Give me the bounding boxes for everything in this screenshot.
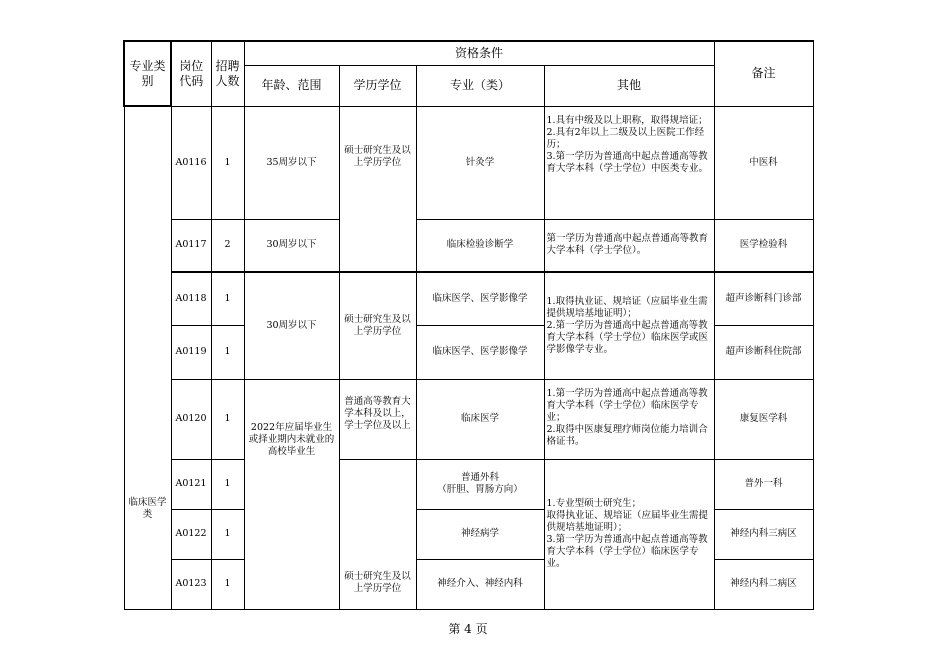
post-count: 1 — [211, 106, 244, 219]
age-cell: 2022年应届毕业生或择业期内未就业的高校毕业生 — [244, 379, 339, 609]
header-count: 招聘人数 — [211, 41, 244, 106]
remark-cell: 超声诊断科住院部 — [714, 325, 813, 379]
major-cell: 普通外科 （肝胆、胃肠方向） — [416, 459, 544, 509]
post-code: A0121 — [171, 459, 211, 509]
remark-cell: 超声诊断科门诊部 — [714, 272, 813, 325]
recruitment-table-sheet — [123, 40, 812, 610]
header-remarks: 备注 — [714, 41, 813, 106]
other-cell: 1.第一学历为普通高中起点普通高等教育大学本科（学士学位）临床医学专业； 2.取得中医康复理疗师岗位能力培训合格证书。 — [544, 379, 714, 459]
other-cell: 1.取得执业证、规培证（应届毕业生需提供规培基地证明）； 2.第一学历为普通高中起点普通高等教育大学本科（学士学位）临床医学或医学影像学专业。 — [544, 272, 714, 379]
post-count: 1 — [211, 272, 244, 325]
major-cell: 神经介入、神经内科 — [416, 559, 544, 609]
header-category: 专业类别 — [124, 41, 171, 106]
post-count: 1 — [211, 325, 244, 379]
major-cell: 针灸学 — [416, 106, 544, 219]
header-major: 专业（类） — [416, 65, 544, 106]
education-cell: 普通高等教育大学本科及以上，学士学位及以上 — [339, 379, 416, 459]
major-cell: 临床医学 — [416, 379, 544, 459]
remark-cell: 神经内科二病区 — [714, 559, 813, 609]
remark-cell: 中医科 — [714, 106, 813, 219]
post-count: 1 — [211, 559, 244, 609]
education-cell: 硕士研究生及以上学历学位 — [339, 272, 416, 379]
education-cell: 硕士研究生及以上学历学位 — [339, 106, 416, 272]
post-count: 2 — [211, 219, 244, 272]
post-code: A0123 — [171, 559, 211, 609]
major-cell: 临床医学、医学影像学 — [416, 325, 544, 379]
post-code: A0119 — [171, 325, 211, 379]
header-other: 其他 — [544, 65, 714, 106]
page-number: 第 4 页 — [448, 622, 488, 636]
post-count: 1 — [211, 379, 244, 459]
recruitment-table — [123, 40, 814, 610]
post-code: A0117 — [171, 219, 211, 272]
age-cell: 30周岁以下 — [244, 272, 339, 379]
header-qualifications: 资格条件 — [244, 41, 714, 65]
age-cell: 35周岁以下 — [244, 106, 339, 219]
post-code: A0118 — [171, 272, 211, 325]
remark-cell: 神经内科三病区 — [714, 509, 813, 559]
remark-cell: 普外一科 — [714, 459, 813, 509]
major-cell: 神经病学 — [416, 509, 544, 559]
other-cell: 第一学历为普通高中起点普通高等教育大学本科（学士学位）。 — [544, 219, 714, 272]
category-cell: 临床医学类 — [124, 106, 171, 609]
remark-cell: 康复医学科 — [714, 379, 813, 459]
post-count: 1 — [211, 459, 244, 509]
education-cell: 硕士研究生及以上学历学位 — [339, 459, 416, 609]
other-cell: 1.专业型硕士研究生； 取得执业证、规培证（应届毕业生需提供规培基地证明）； 3.第一学历为普通高中起点普通高等教育大学本科（学士学位）临床医学专业。 — [544, 459, 714, 609]
remark-cell: 医学检验科 — [714, 219, 813, 272]
major-cell: 临床医学、医学影像学 — [416, 272, 544, 325]
header-age: 年龄、范围 — [244, 65, 339, 106]
header-education: 学历学位 — [339, 65, 416, 106]
post-code: A0116 — [171, 106, 211, 219]
post-code: A0120 — [171, 379, 211, 459]
major-cell: 临床检验诊断学 — [416, 219, 544, 272]
post-code: A0122 — [171, 509, 211, 559]
other-cell: 1.具有中级及以上职称，取得规培证； 2.具有2年以上二级及以上医院工作经历； 3.第一学历为普通高中起点普通高等教育大学本科（学士学位）中医类专业。 — [544, 106, 714, 219]
header-code: 岗位代码 — [171, 41, 211, 106]
age-cell: 30周岁以下 — [244, 219, 339, 272]
post-count: 1 — [211, 509, 244, 559]
